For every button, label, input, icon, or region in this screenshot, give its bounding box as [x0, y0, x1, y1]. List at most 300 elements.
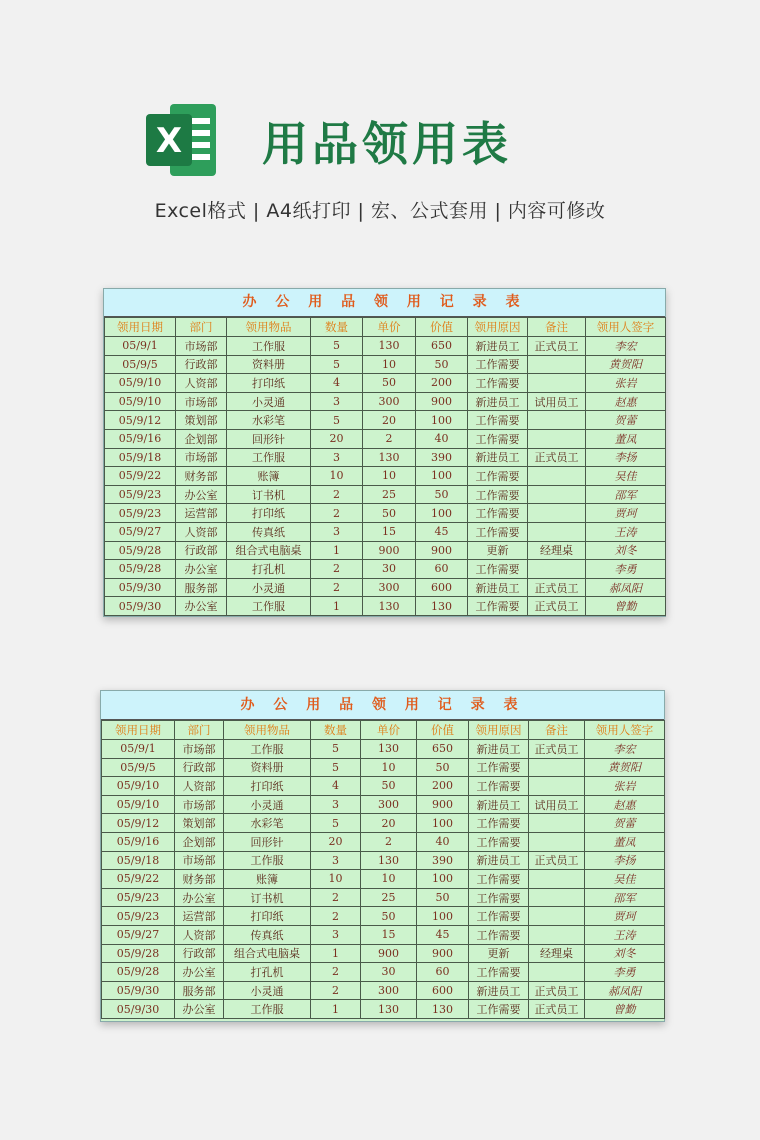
table-cell: 新进员工: [468, 337, 528, 356]
table-cell: 人资部: [175, 777, 224, 796]
table-cell: 组合式电脑桌: [227, 541, 311, 560]
table-cell: 10: [363, 467, 416, 486]
table-cell: [529, 870, 585, 889]
table-cell: 工作需要: [468, 411, 528, 430]
table-cell: 900: [363, 541, 416, 560]
column-header: 领用原因: [469, 721, 529, 740]
table-row: [102, 888, 665, 907]
column-header: 备注: [529, 721, 585, 740]
table-cell: 130: [361, 740, 417, 759]
table-cell: 300: [361, 981, 417, 1000]
table-row: [102, 925, 665, 944]
table-cell: 05/9/18: [105, 448, 176, 467]
table-row: [105, 411, 666, 430]
table-cell: 试用员工: [529, 795, 585, 814]
svg-text:X: X: [155, 121, 183, 161]
table-row: [105, 578, 666, 597]
column-header: 领用日期: [102, 721, 175, 740]
table-row: [102, 758, 665, 777]
table-cell: [529, 758, 585, 777]
table-cell: 05/9/28: [105, 541, 176, 560]
table-cell: 300: [363, 578, 416, 597]
table-cell: 水彩笔: [224, 814, 311, 833]
table-body: [105, 337, 666, 616]
table-row: [102, 832, 665, 851]
spreadsheet-preview-1: [103, 288, 666, 617]
table-row: [105, 448, 666, 467]
column-header: 数量: [311, 721, 361, 740]
table-cell: 50: [416, 355, 468, 374]
table-cell: 3: [311, 448, 363, 467]
table-cell: 05/9/12: [102, 814, 175, 833]
table-cell: 130: [417, 1000, 469, 1019]
table-cell: 600: [416, 578, 468, 597]
table-cell: 办公室: [175, 1000, 224, 1019]
header: [0, 0, 760, 260]
table-cell: 黄贺阳: [586, 355, 666, 374]
table-cell: 600: [417, 981, 469, 1000]
table-cell: 05/9/10: [105, 374, 176, 393]
table-row: [102, 777, 665, 796]
table-cell: 50: [363, 374, 416, 393]
table-cell: 新进员工: [469, 981, 529, 1000]
table-cell: 王涛: [585, 925, 665, 944]
table-cell: 邵军: [586, 485, 666, 504]
table-cell: 130: [416, 597, 468, 616]
table-cell: 300: [363, 392, 416, 411]
table-cell: 2: [363, 429, 416, 448]
table-cell: 05/9/10: [102, 777, 175, 796]
table-cell: 20: [311, 429, 363, 448]
table-cell: 曾勤: [585, 1000, 665, 1019]
table-cell: 工作需要: [468, 467, 528, 486]
table-cell: [529, 814, 585, 833]
table-cell: 行政部: [176, 541, 227, 560]
table-cell: 赵惠: [586, 392, 666, 411]
table-header-row: [105, 318, 666, 337]
table-cell: 贾珂: [585, 907, 665, 926]
table-cell: 正式员工: [529, 981, 585, 1000]
table-cell: 05/9/5: [102, 758, 175, 777]
table-cell: [529, 925, 585, 944]
sheet-title: 办 公 用 品 领 用 记 录 表: [104, 289, 665, 317]
table-cell: 邵军: [585, 888, 665, 907]
table-cell: 2: [361, 832, 417, 851]
table-cell: 市场部: [176, 448, 227, 467]
table-cell: 5: [311, 740, 361, 759]
table-cell: 刘冬: [585, 944, 665, 963]
table-cell: 组合式电脑桌: [224, 944, 311, 963]
table-cell: 订书机: [224, 888, 311, 907]
table-cell: 人资部: [176, 522, 227, 541]
table-cell: 市场部: [176, 392, 227, 411]
table-cell: 3: [311, 851, 361, 870]
table-row: [102, 1000, 665, 1019]
table-cell: 工作需要: [468, 504, 528, 523]
table-cell: 130: [361, 1000, 417, 1019]
table-cell: 05/9/10: [102, 795, 175, 814]
table-cell: 100: [417, 870, 469, 889]
spreadsheet-preview-2: [100, 690, 665, 1022]
table-cell: 3: [311, 522, 363, 541]
table-cell: 李勇: [586, 560, 666, 579]
table-cell: 900: [417, 795, 469, 814]
column-header: 部门: [176, 318, 227, 337]
table-cell: 工作需要: [468, 355, 528, 374]
table-cell: 50: [417, 758, 469, 777]
table-cell: 董凤: [585, 832, 665, 851]
table-cell: 策划部: [175, 814, 224, 833]
records-table: [104, 317, 666, 616]
table-cell: 工作服: [227, 597, 311, 616]
records-table: [101, 720, 665, 1019]
table-cell: 运营部: [176, 504, 227, 523]
page-subtitle: Excel格式 | A4纸打印 | 宏、公式套用 | 内容可修改: [154, 200, 606, 222]
column-header: 领用物品: [224, 721, 311, 740]
table-cell: 05/9/22: [105, 467, 176, 486]
table-cell: 刘冬: [586, 541, 666, 560]
table-cell: 服务部: [175, 981, 224, 1000]
table-cell: 小灵通: [227, 392, 311, 411]
table-cell: 工作需要: [469, 963, 529, 982]
table-cell: 贾珂: [586, 504, 666, 523]
table-row: [102, 851, 665, 870]
table-cell: 工作需要: [469, 832, 529, 851]
table-cell: 10: [361, 758, 417, 777]
column-header: 领用原因: [468, 318, 528, 337]
table-cell: 650: [416, 337, 468, 356]
table-cell: 运营部: [175, 907, 224, 926]
table-cell: 05/9/28: [105, 560, 176, 579]
table-cell: 30: [363, 560, 416, 579]
table-cell: 新进员工: [469, 851, 529, 870]
table-cell: 正式员工: [528, 448, 586, 467]
table-cell: 财务部: [176, 467, 227, 486]
table-cell: 办公室: [175, 963, 224, 982]
table-cell: 打印纸: [227, 504, 311, 523]
table-cell: 董凤: [586, 429, 666, 448]
table-row: [102, 963, 665, 982]
table-cell: 工作需要: [468, 374, 528, 393]
table-cell: 5: [311, 355, 363, 374]
table-cell: 05/9/12: [105, 411, 176, 430]
table-cell: 贺蕾: [585, 814, 665, 833]
table-cell: 2: [311, 578, 363, 597]
table-cell: 工作服: [224, 740, 311, 759]
column-header: 领用人签字: [586, 318, 666, 337]
table-cell: 05/9/16: [102, 832, 175, 851]
table-cell: 05/9/23: [105, 504, 176, 523]
table-cell: 3: [311, 925, 361, 944]
table-cell: [529, 888, 585, 907]
column-header: 部门: [175, 721, 224, 740]
table-header-row: [102, 721, 665, 740]
column-header: 领用人签字: [585, 721, 665, 740]
column-header: 单价: [363, 318, 416, 337]
table-cell: 20: [311, 832, 361, 851]
table-cell: 390: [417, 851, 469, 870]
table-row: [102, 944, 665, 963]
table-cell: 吴佳: [585, 870, 665, 889]
table-cell: 900: [416, 541, 468, 560]
table-cell: [529, 777, 585, 796]
table-cell: 行政部: [176, 355, 227, 374]
table-cell: 05/9/16: [105, 429, 176, 448]
table-cell: [528, 429, 586, 448]
table-cell: 130: [363, 448, 416, 467]
table-row: [102, 907, 665, 926]
table-cell: 工作需要: [468, 597, 528, 616]
table-cell: [529, 907, 585, 926]
table-cell: 办公室: [175, 888, 224, 907]
table-cell: 正式员工: [529, 1000, 585, 1019]
table-cell: 30: [361, 963, 417, 982]
table-cell: 1: [311, 944, 361, 963]
table-cell: [528, 411, 586, 430]
table-cell: 05/9/30: [105, 597, 176, 616]
table-cell: 200: [416, 374, 468, 393]
table-cell: 工作需要: [468, 429, 528, 448]
table-cell: 市场部: [175, 795, 224, 814]
table-cell: 行政部: [175, 758, 224, 777]
table-cell: 100: [416, 504, 468, 523]
column-header: 单价: [361, 721, 417, 740]
table-cell: 工作需要: [468, 522, 528, 541]
table-cell: 25: [361, 888, 417, 907]
table-cell: 企划部: [175, 832, 224, 851]
table-cell: 50: [417, 888, 469, 907]
table-row: [105, 355, 666, 374]
table-cell: 正式员工: [528, 337, 586, 356]
sheet-title: 办 公 用 品 领 用 记 录 表: [101, 691, 664, 720]
table-cell: 130: [363, 597, 416, 616]
table-cell: 05/9/5: [105, 355, 176, 374]
table-cell: 打印纸: [224, 907, 311, 926]
table-cell: 60: [417, 963, 469, 982]
table-cell: 郝凤阳: [585, 981, 665, 1000]
table-cell: 300: [361, 795, 417, 814]
table-cell: 办公室: [176, 485, 227, 504]
table-cell: 吴佳: [586, 467, 666, 486]
table-cell: 2: [311, 504, 363, 523]
table-cell: 张岩: [585, 777, 665, 796]
table-cell: 资料册: [224, 758, 311, 777]
table-row: [105, 560, 666, 579]
excel-logo-icon: [140, 100, 220, 180]
table-cell: [528, 355, 586, 374]
table-cell: 05/9/28: [102, 963, 175, 982]
table-cell: 5: [311, 411, 363, 430]
table-cell: 市场部: [175, 740, 224, 759]
table-cell: 60: [416, 560, 468, 579]
table-cell: 25: [363, 485, 416, 504]
table-cell: 5: [311, 758, 361, 777]
table-cell: [528, 560, 586, 579]
table-cell: 40: [416, 429, 468, 448]
table-cell: 工作需要: [469, 814, 529, 833]
table-cell: 1: [311, 541, 363, 560]
table-cell: 办公室: [176, 560, 227, 579]
table-cell: 工作需要: [469, 925, 529, 944]
table-cell: 05/9/28: [102, 944, 175, 963]
table-cell: [528, 374, 586, 393]
table-cell: 张岩: [586, 374, 666, 393]
table-cell: 新进员工: [469, 795, 529, 814]
table-cell: 人资部: [176, 374, 227, 393]
table-cell: 45: [416, 522, 468, 541]
table-cell: [529, 832, 585, 851]
table-row: [102, 870, 665, 889]
table-cell: 黄贺阳: [585, 758, 665, 777]
table-cell: 100: [417, 814, 469, 833]
table-cell: 900: [361, 944, 417, 963]
table-cell: 10: [311, 467, 363, 486]
table-row: [105, 597, 666, 616]
table-cell: 10: [311, 870, 361, 889]
table-cell: 回形针: [227, 429, 311, 448]
table-cell: 郝凤阳: [586, 578, 666, 597]
table-row: [105, 485, 666, 504]
table-cell: 小灵通: [224, 795, 311, 814]
table-cell: 工作需要: [469, 888, 529, 907]
table-cell: 4: [311, 777, 361, 796]
table-cell: 新进员工: [469, 740, 529, 759]
table-cell: 王涛: [586, 522, 666, 541]
table-cell: 李勇: [585, 963, 665, 982]
table-cell: 5: [311, 337, 363, 356]
table-cell: 650: [417, 740, 469, 759]
table-cell: 10: [361, 870, 417, 889]
table-cell: [528, 485, 586, 504]
table-cell: 正式员工: [529, 851, 585, 870]
table-cell: 3: [311, 392, 363, 411]
table-cell: 资料册: [227, 355, 311, 374]
table-body: [102, 740, 665, 1019]
table-cell: 赵惠: [585, 795, 665, 814]
table-cell: 水彩笔: [227, 411, 311, 430]
table-row: [105, 504, 666, 523]
page-title: 用品领用表: [262, 117, 512, 171]
table-cell: 正式员工: [528, 578, 586, 597]
table-cell: 工作需要: [469, 777, 529, 796]
table-cell: 经理桌: [528, 541, 586, 560]
table-row: [105, 522, 666, 541]
table-cell: 3: [311, 795, 361, 814]
table-cell: 15: [363, 522, 416, 541]
table-cell: 05/9/23: [105, 485, 176, 504]
table-cell: 李宏: [586, 337, 666, 356]
table-cell: 05/9/1: [102, 740, 175, 759]
table-cell: 正式员工: [529, 740, 585, 759]
table-cell: 经理桌: [529, 944, 585, 963]
table-cell: 50: [416, 485, 468, 504]
table-cell: 2: [311, 907, 361, 926]
table-cell: 办公室: [176, 597, 227, 616]
table-cell: 策划部: [176, 411, 227, 430]
table-cell: 市场部: [175, 851, 224, 870]
table-cell: 更新: [469, 944, 529, 963]
table-cell: 市场部: [176, 337, 227, 356]
table-cell: 财务部: [175, 870, 224, 889]
table-cell: 打印纸: [224, 777, 311, 796]
table-cell: 李扬: [586, 448, 666, 467]
table-cell: 工作需要: [469, 1000, 529, 1019]
table-cell: 订书机: [227, 485, 311, 504]
table-cell: 工作需要: [468, 485, 528, 504]
table-cell: [528, 522, 586, 541]
table-cell: 2: [311, 560, 363, 579]
table-row: [102, 981, 665, 1000]
table-row: [105, 429, 666, 448]
table-cell: 新进员工: [468, 448, 528, 467]
table-cell: 05/9/18: [102, 851, 175, 870]
table-cell: 企划部: [176, 429, 227, 448]
table-cell: 50: [361, 907, 417, 926]
table-cell: 试用员工: [528, 392, 586, 411]
table-cell: 工作需要: [469, 870, 529, 889]
table-cell: 100: [417, 907, 469, 926]
table-cell: 1: [311, 597, 363, 616]
table-cell: 40: [417, 832, 469, 851]
table-cell: 李宏: [585, 740, 665, 759]
table-cell: 曾勤: [586, 597, 666, 616]
table-cell: 05/9/27: [102, 925, 175, 944]
table-cell: 05/9/23: [102, 888, 175, 907]
table-cell: 05/9/22: [102, 870, 175, 889]
table-cell: 人资部: [175, 925, 224, 944]
table-cell: 50: [361, 777, 417, 796]
table-cell: [529, 963, 585, 982]
table-cell: 打孔机: [227, 560, 311, 579]
table-cell: 200: [417, 777, 469, 796]
table-row: [105, 374, 666, 393]
table-cell: 账簿: [224, 870, 311, 889]
table-row: [105, 541, 666, 560]
table-cell: 行政部: [175, 944, 224, 963]
table-cell: 4: [311, 374, 363, 393]
table-row: [105, 337, 666, 356]
table-cell: 小灵通: [224, 981, 311, 1000]
table-cell: 45: [417, 925, 469, 944]
table-cell: 390: [416, 448, 468, 467]
table-cell: 20: [363, 411, 416, 430]
table-cell: 工作需要: [468, 560, 528, 579]
table-cell: 05/9/1: [105, 337, 176, 356]
table-cell: 回形针: [224, 832, 311, 851]
table-cell: 100: [416, 411, 468, 430]
table-cell: 打印纸: [227, 374, 311, 393]
table-cell: 工作服: [227, 448, 311, 467]
table-cell: 2: [311, 981, 361, 1000]
table-cell: 正式员工: [528, 597, 586, 616]
table-cell: 50: [363, 504, 416, 523]
column-header: 数量: [311, 318, 363, 337]
table-cell: 130: [363, 337, 416, 356]
table-cell: 服务部: [176, 578, 227, 597]
table-cell: 工作服: [224, 851, 311, 870]
table-cell: 传真纸: [227, 522, 311, 541]
table-cell: 李扬: [585, 851, 665, 870]
table-cell: 工作服: [227, 337, 311, 356]
table-row: [102, 795, 665, 814]
table-cell: 05/9/23: [102, 907, 175, 926]
table-cell: 5: [311, 814, 361, 833]
table-cell: 新进员工: [468, 392, 528, 411]
table-cell: 20: [361, 814, 417, 833]
table-cell: 2: [311, 888, 361, 907]
table-cell: 900: [417, 944, 469, 963]
table-cell: 1: [311, 1000, 361, 1019]
